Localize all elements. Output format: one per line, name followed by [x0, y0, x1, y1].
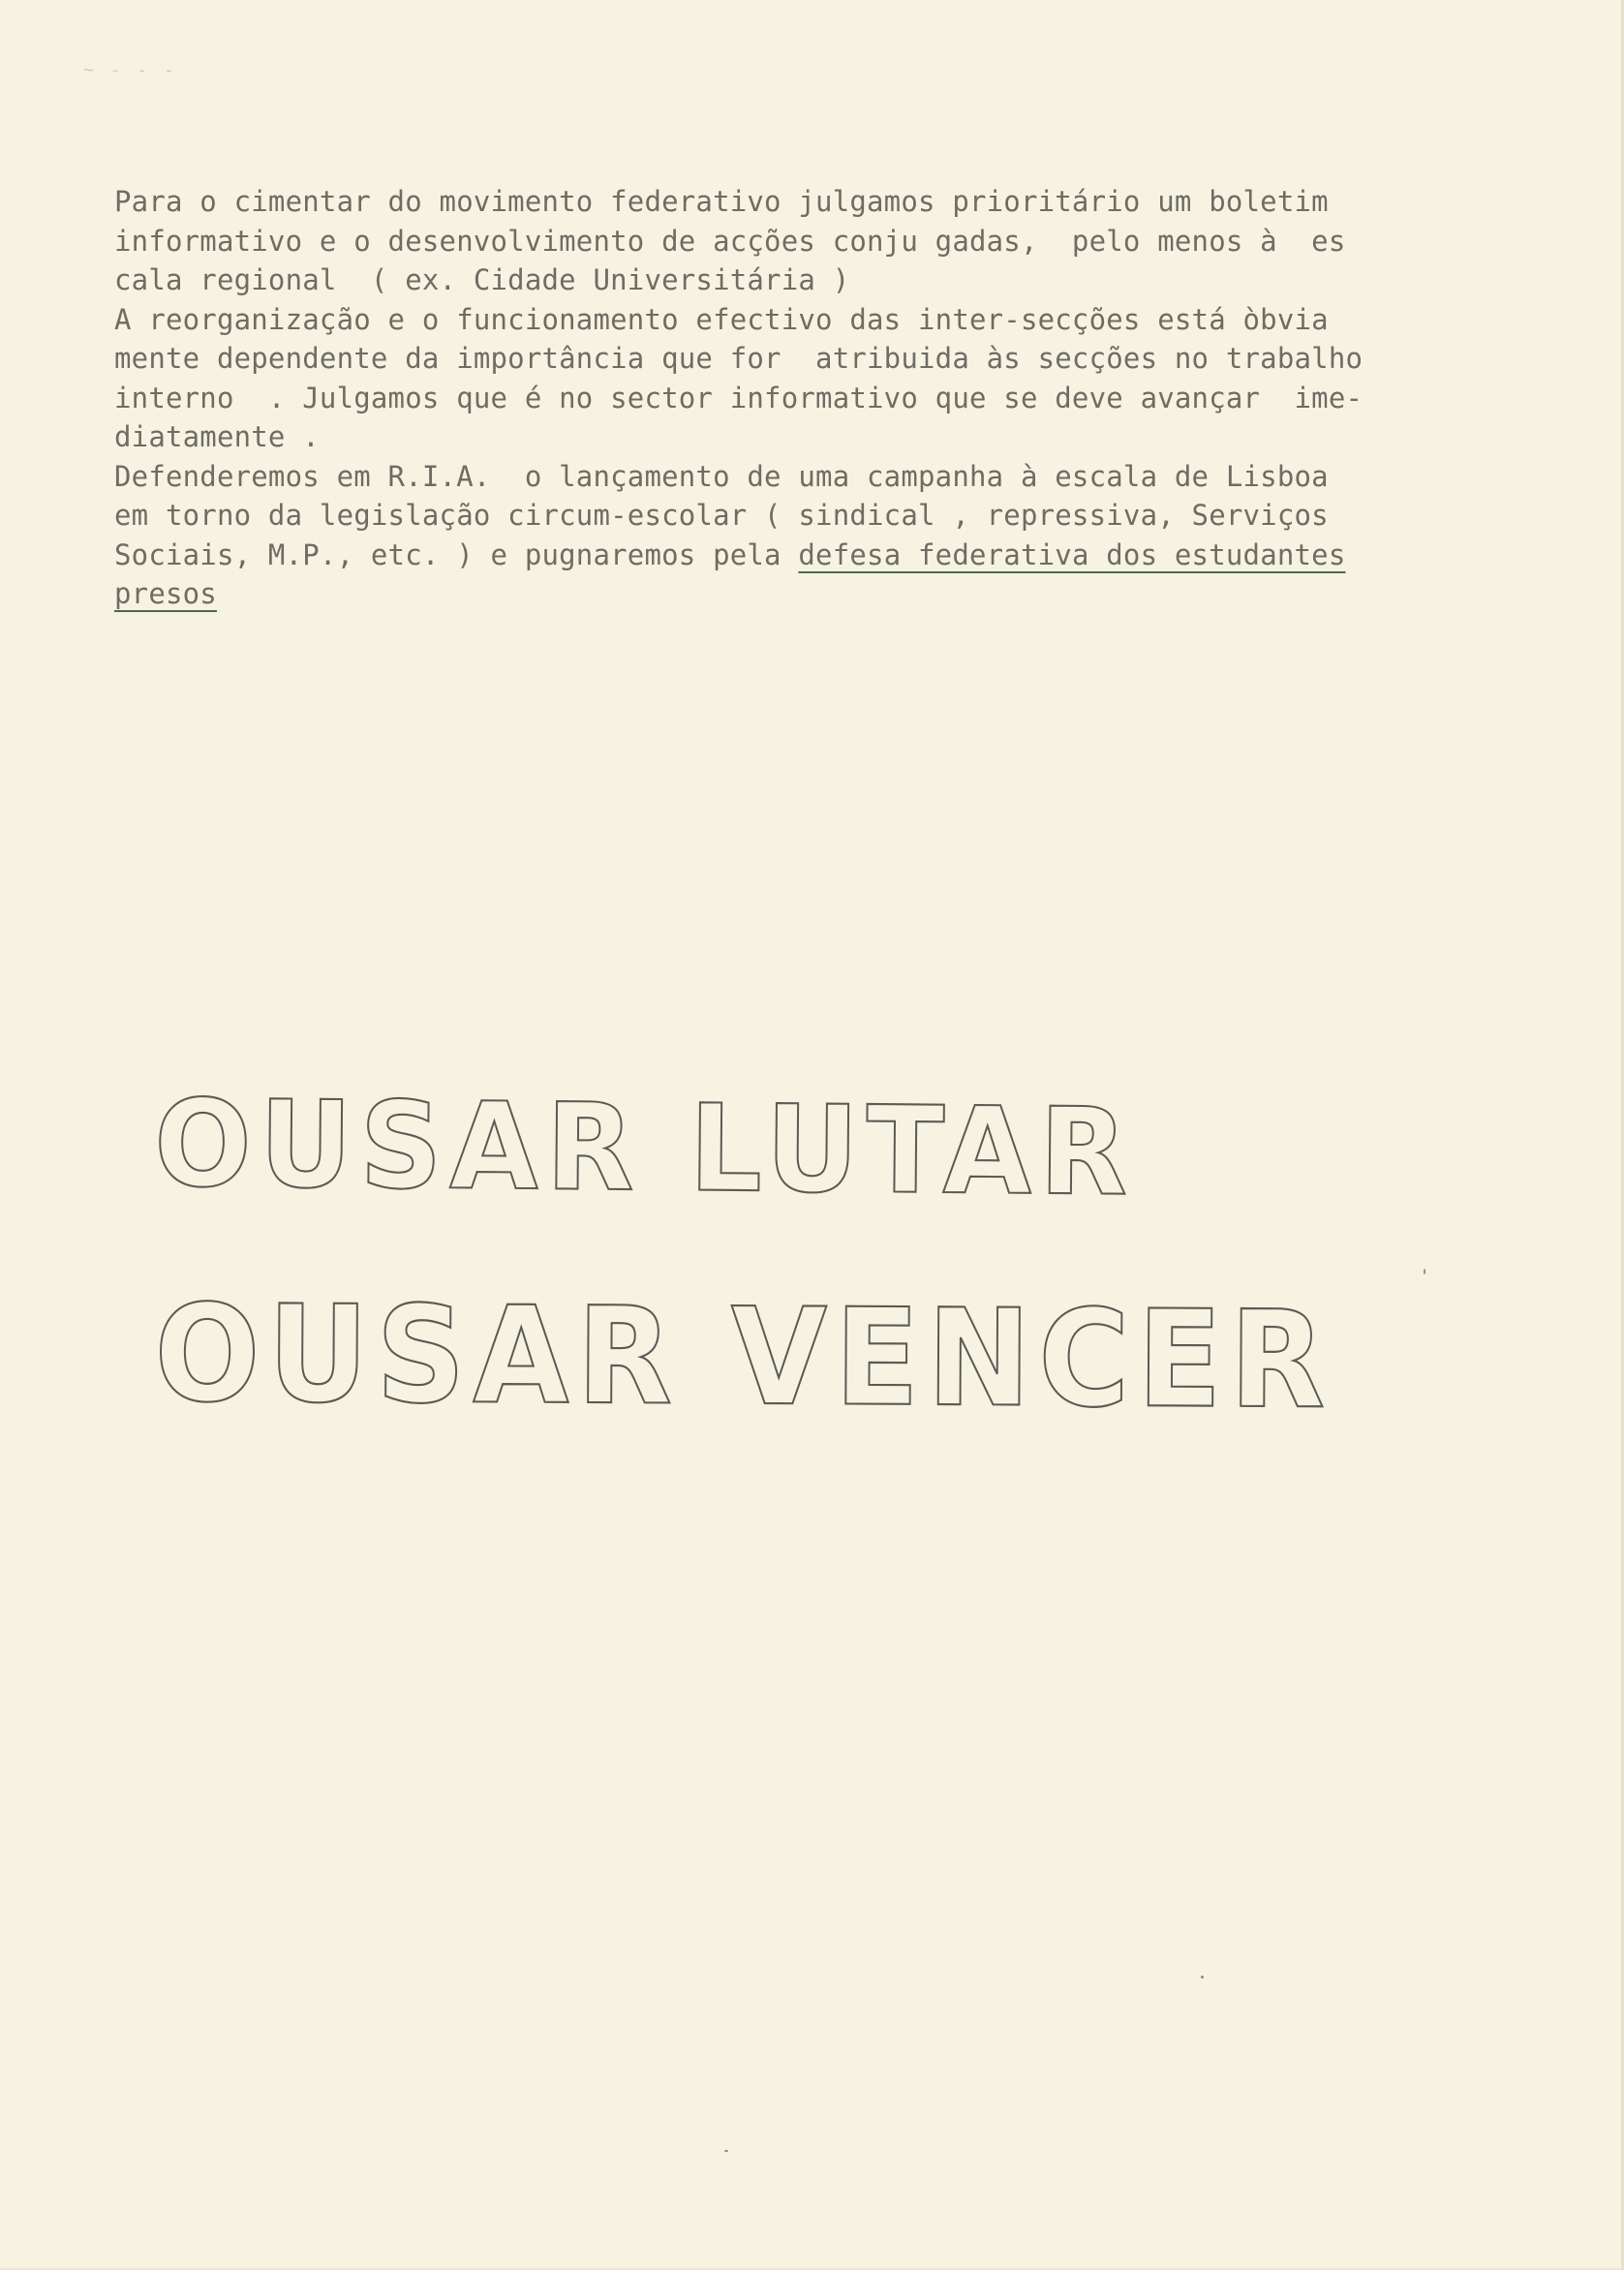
- paragraph-3-line-4: [114, 574, 1567, 614]
- paragraph-2-line-4: diatamente .: [114, 420, 320, 453]
- typed-text-block: [114, 182, 1567, 614]
- paper-speck: [1424, 1269, 1425, 1274]
- paragraph-3-line-1: Defenderemos em R.I.A. o lançamento de uma campanha à escala de Lisboa: [114, 459, 1329, 493]
- paragraph-1-line-1: Para o cimentar do movimento federativo julgamos prioritário um boletim: [114, 185, 1329, 218]
- paper-speck: [1201, 1976, 1204, 1979]
- paragraph-1-line-2: informativo e o desenvolvimento de acções conju gadas, pelo menos à es: [114, 224, 1346, 258]
- paragraph-3-line-3-text: Sociais, M.P., etc. ) e pugnaremos pela: [114, 537, 799, 571]
- underlined-phrase: defesa federativa dos estudantes: [798, 537, 1346, 571]
- paper-speck: [724, 2150, 728, 2152]
- corner-pencil-mark: ~ - - -: [83, 60, 177, 80]
- paragraph-3-line-3: [114, 536, 1567, 575]
- underlined-word: presos: [114, 577, 217, 610]
- paragraph-1-line-3: cala regional ( ex. Cidade Universitária ): [114, 263, 850, 296]
- paragraph-2-line-1: A reorganização e o funcionamento efectivo das inter-secções está òbvia: [114, 302, 1329, 336]
- slogan-line-1: OUSAR LUTAR: [153, 1073, 1136, 1223]
- paragraph-2-line-3: interno . Julgamos que é no sector informativo que se deve avançar ime-: [114, 381, 1364, 414]
- paragraph-2-line-2: mente dependente da importância que for atribuida às secções no trabalho: [114, 342, 1364, 375]
- slogan-line-2: OUSAR VENCER: [154, 1276, 1333, 1439]
- paragraph-3-line-2: em torno da legislação circum-escolar ( sindical , repressiva, Serviços: [114, 499, 1329, 532]
